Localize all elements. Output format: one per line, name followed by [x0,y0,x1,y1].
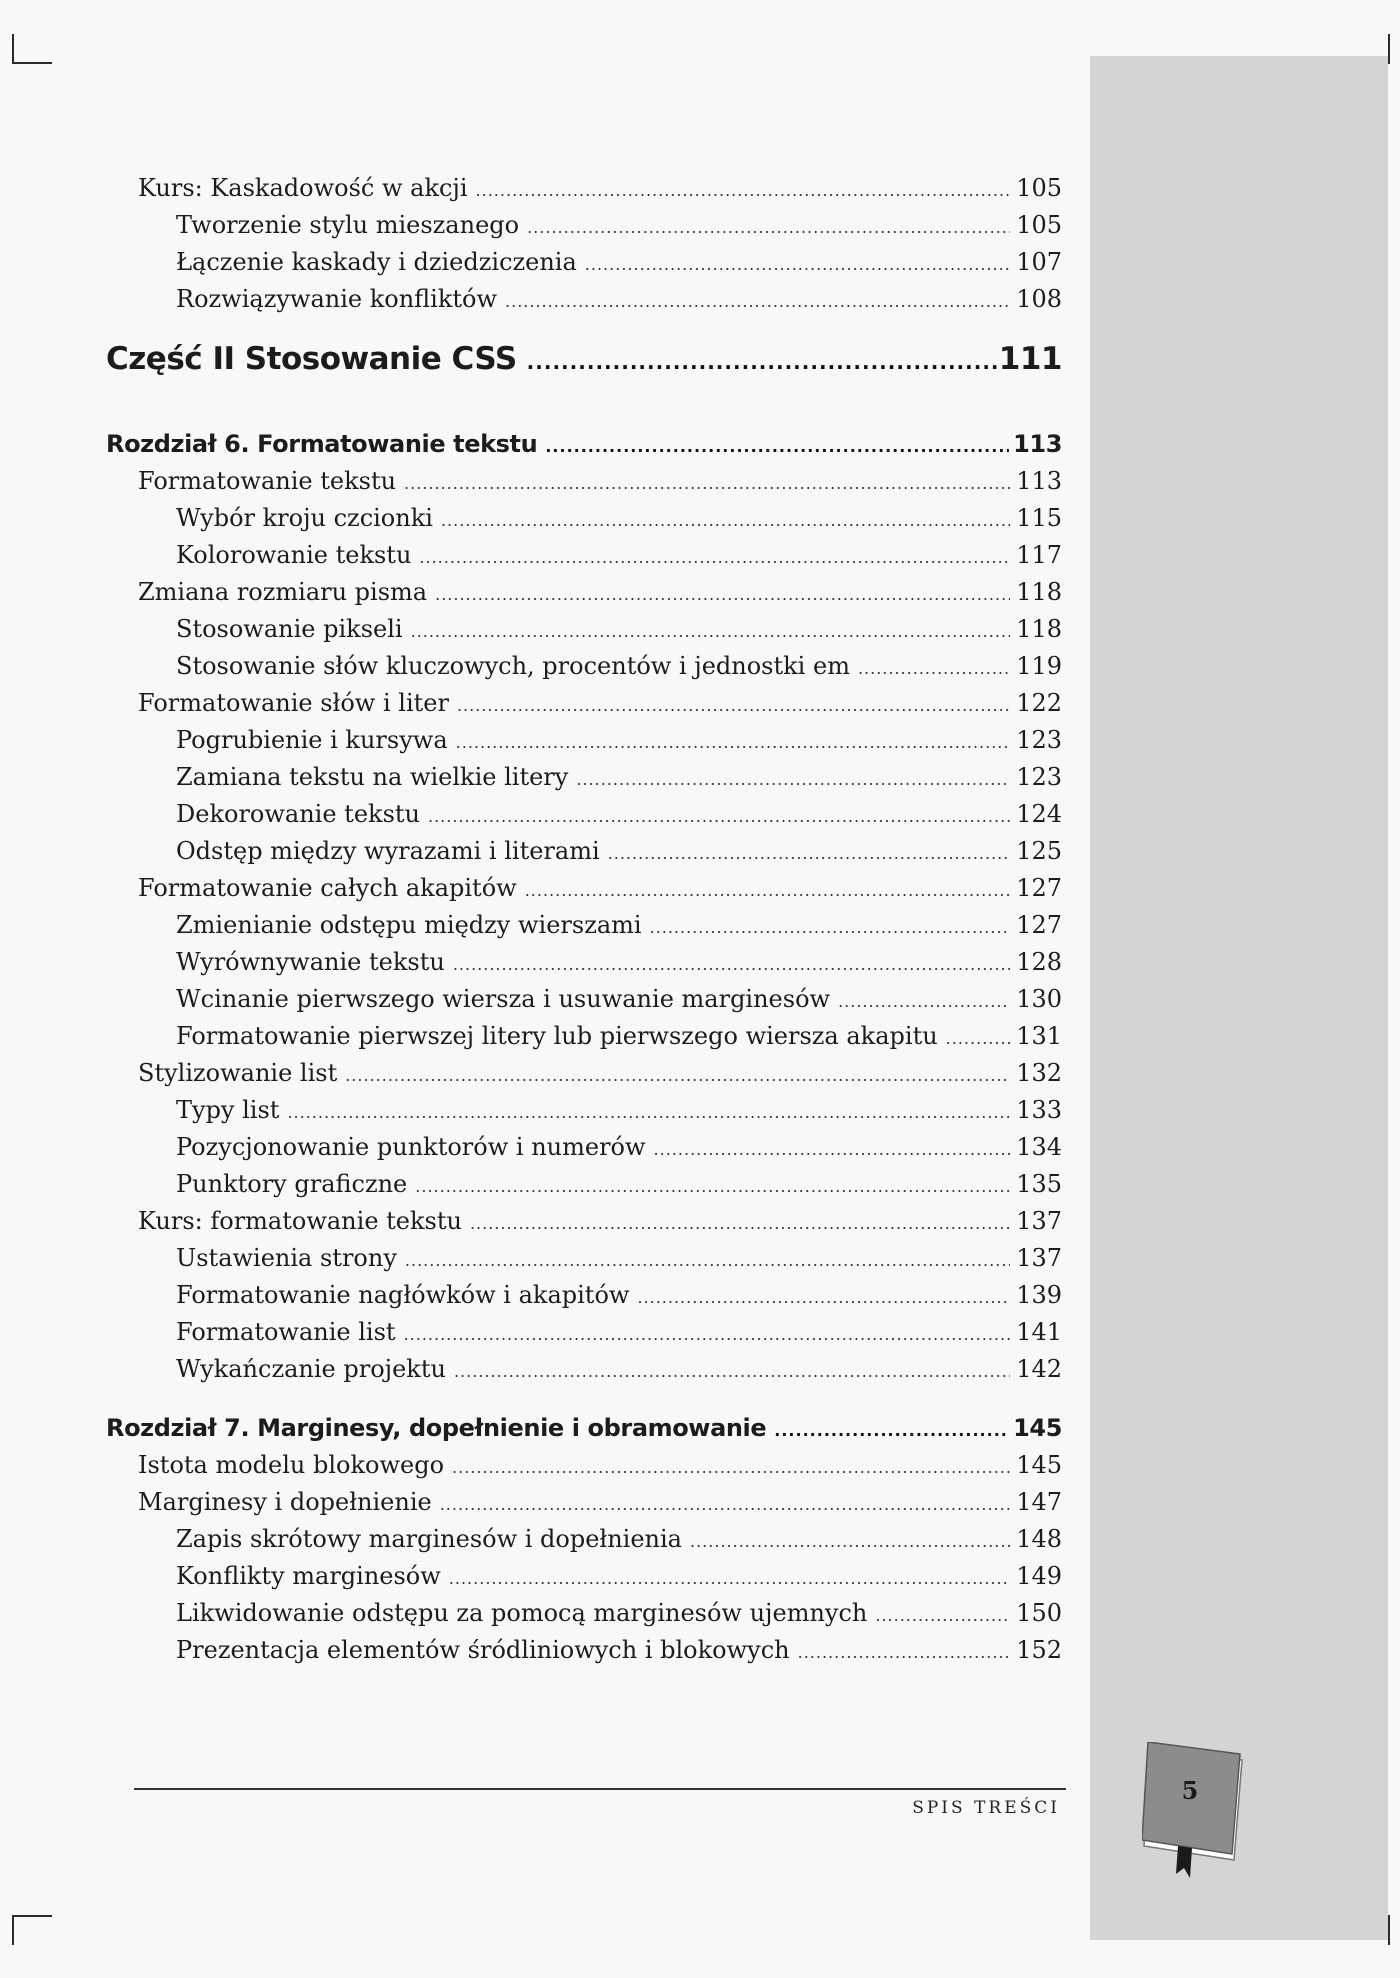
toc-leader-dots [690,1524,1010,1560]
crop-mark-bottom-left [12,1915,52,1945]
toc-entry-page: 123 [1016,763,1062,791]
toc-leader-dots [798,1635,1011,1671]
toc-entry-page: 122 [1016,689,1062,717]
toc-entry[interactable] [106,1410,1062,1446]
toc-leader-dots [858,651,1010,687]
toc-leader-dots [456,725,1011,761]
toc-entry-page: 152 [1016,1636,1062,1664]
toc-entry-page: 117 [1016,541,1062,569]
toc-entry-label: Stylizowanie list [138,1059,338,1087]
toc-entry[interactable] [176,1277,1062,1313]
toc-entry-page: 127 [1016,911,1062,939]
toc-leader-dots [454,1354,1010,1390]
toc-leader-dots [527,339,997,385]
toc-entry[interactable] [176,1351,1062,1387]
toc-entry-label: Formatowanie nagłówków i akapitów [176,1281,630,1309]
toc-entry-label: Tworzenie stylu mieszanego [176,211,520,239]
toc-entry[interactable] [176,537,1062,573]
toc-entry[interactable] [176,281,1062,317]
toc-leader-dots [505,284,1010,320]
toc-entry[interactable] [176,648,1062,684]
toc-entry-page: 137 [1016,1207,1062,1235]
toc-leader-dots [405,1243,1010,1279]
toc-entry-label: Kolorowanie tekstu [176,541,412,569]
toc-entry-page: 115 [1016,504,1062,532]
toc-entry-page: 131 [1016,1022,1062,1050]
toc-entry-label: Kurs: formatowanie tekstu [138,1207,462,1235]
toc-leader-dots [838,984,1010,1020]
toc-entry[interactable] [176,944,1062,980]
crop-mark-top-left [12,34,52,64]
toc-entry-label: Wybór kroju czcionki [176,504,433,532]
toc-entry-page: 145 [1013,1414,1062,1442]
toc-entry-page: 127 [1016,874,1062,902]
toc-entry[interactable] [138,1055,1062,1091]
toc-entry-page: 124 [1016,800,1062,828]
toc-entry-page: 105 [1016,211,1062,239]
toc-entry-label: Rozdział 6. Formatowanie tekstu [106,430,538,458]
toc-entry-page: 142 [1016,1355,1062,1383]
toc-entry-page: 132 [1016,1059,1062,1087]
toc-entry-page: 108 [1016,285,1062,313]
toc-leader-dots [449,1561,1010,1597]
toc-entry[interactable] [176,1018,1062,1054]
toc-entry[interactable] [138,1447,1062,1483]
toc-entry[interactable] [176,722,1062,758]
toc-leader-dots [452,1450,1010,1486]
toc-entry-page: 130 [1016,985,1062,1013]
toc-entry[interactable] [106,336,1062,382]
toc-entry-label: Wykańczanie projektu [176,1355,446,1383]
toc-entry[interactable] [106,426,1062,462]
toc-entry-label: Stosowanie pikseli [176,615,403,643]
toc-entry-label: Prezentacja elementów śródliniowych i blokowych [176,1636,790,1664]
toc-entry-label: Dekorowanie tekstu [176,800,420,828]
toc-leader-dots [576,762,1010,798]
toc-entry-page: 125 [1016,837,1062,865]
toc-leader-dots [946,1021,1011,1057]
toc-entry-label: Wyrównywanie tekstu [176,948,445,976]
footer-rule [134,1788,1066,1790]
toc-leader-dots [404,1317,1011,1353]
toc-entry-page: 113 [1013,430,1062,458]
toc-entry[interactable] [176,1521,1062,1557]
toc-entry-page: 118 [1016,578,1062,606]
toc-leader-dots [419,540,1010,576]
toc-leader-dots [345,1058,1010,1094]
toc-entry[interactable] [176,1558,1062,1594]
bookmark-book-icon [1142,1742,1262,1882]
toc-entry-label: Zmiana rozmiaru pisma [138,578,428,606]
toc-leader-dots [411,614,1011,650]
toc-entry-page: 105 [1016,174,1062,202]
toc-entry-label: Rozdział 7. Marginesy, dopełnienie i obramowanie [106,1414,767,1442]
toc-entry-label: Pozycjonowanie punktorów i numerów [176,1133,646,1161]
toc-entry-page: 133 [1016,1096,1062,1124]
toc-entry-label: Marginesy i dopełnienie [138,1488,432,1516]
toc-entry-label: Zapis skrótowy marginesów i dopełnienia [176,1525,682,1553]
toc-entry[interactable] [138,870,1062,906]
toc-entry-label: Punktory graficzne [176,1170,408,1198]
toc-leader-dots [440,1487,1010,1523]
toc-leader-dots [545,429,1009,465]
page-number: 5 [1181,1776,1199,1805]
toc-entry-label: Typy list [176,1096,280,1124]
toc-entry-label: Likwidowanie odstępu za pomocą marginesów ujemnych [176,1599,868,1627]
toc-leader-dots [637,1280,1010,1316]
toc-entry-label: Odstęp między wyrazami i literami [176,837,600,865]
toc-entry-page: 137 [1016,1244,1062,1272]
toc-entry-label: Rozwiązywanie konfliktów [176,285,498,313]
toc-entry[interactable] [138,685,1062,721]
toc-entry[interactable] [176,1092,1062,1128]
toc-entry-page: 107 [1016,248,1062,276]
toc-entry-label: Część II Stosowanie CSS [106,341,517,377]
toc-entry-page: 141 [1016,1318,1062,1346]
toc-leader-dots [585,247,1010,283]
toc-entry-label: Ustawienia strony [176,1244,397,1272]
toc-entry-page: 145 [1016,1451,1062,1479]
toc-entry[interactable] [176,833,1062,869]
toc-entry[interactable] [176,796,1062,832]
toc-leader-dots [457,688,1010,724]
toc-entry-label: Formatowanie słów i liter [138,689,449,717]
toc-entry[interactable] [176,1166,1062,1202]
toc-entry-page: 111 [998,341,1062,377]
toc-entry[interactable] [176,1129,1062,1165]
toc-leader-dots [470,1206,1010,1242]
toc-entry-label: Zamiana tekstu na wielkie litery [176,763,569,791]
toc-entry[interactable] [176,207,1062,243]
toc-entry-label: Formatowanie pierwszej litery lub pierwszego wiersza akapitu [176,1022,938,1050]
toc-leader-dots [404,466,1010,502]
toc-leader-dots [287,1095,1010,1131]
toc-leader-dots [774,1413,1009,1449]
toc-entry-page: 150 [1016,1599,1062,1627]
toc-entry-page: 147 [1016,1488,1062,1516]
toc-entry-label: Formatowanie list [176,1318,396,1346]
toc-entry-label: Istota modelu blokowego [138,1451,445,1479]
side-margin-band [1090,56,1388,1940]
toc-entry[interactable] [176,759,1062,795]
toc-entry-label: Łączenie kaskady i dziedziczenia [176,248,577,276]
toc-leader-dots [441,503,1010,539]
toc-leader-dots [415,1169,1010,1205]
toc-entry[interactable] [176,1240,1062,1276]
toc-entry-label: Zmienianie odstępu między wierszami [176,911,642,939]
toc-entry-page: 149 [1016,1562,1062,1590]
toc-leader-dots [525,873,1010,909]
toc-entry-label: Wcinanie pierwszego wiersza i usuwanie marginesów [176,985,831,1013]
toc-entry-label: Formatowanie całych akapitów [138,874,517,902]
toc-entry-page: 113 [1016,467,1062,495]
toc-leader-dots [527,210,1010,246]
toc-entry[interactable] [138,574,1062,610]
toc-leader-dots [428,799,1010,835]
toc-entry[interactable] [138,1484,1062,1520]
toc-entry[interactable] [176,244,1062,280]
toc-entry[interactable] [138,1203,1062,1239]
toc-entry-page: 118 [1016,615,1062,643]
toc-leader-dots [453,947,1010,983]
toc-entry-label: Stosowanie słów kluczowych, procentów i jednostki em [176,652,850,680]
toc-entry-label: Pogrubienie i kursywa [176,726,448,754]
toc-entry-page: 134 [1016,1133,1062,1161]
toc-entry-page: 119 [1016,652,1062,680]
toc-leader-dots [608,836,1011,872]
toc-entry[interactable] [138,463,1062,499]
toc-entry[interactable] [176,1314,1062,1350]
toc-entry-page: 123 [1016,726,1062,754]
toc-leader-dots [435,577,1010,613]
toc-entry[interactable] [138,170,1062,206]
toc-entry[interactable] [176,500,1062,536]
toc-entry[interactable] [176,907,1062,943]
toc-entry-label: Konflikty marginesów [176,1562,441,1590]
toc-entry-page: 128 [1016,948,1062,976]
toc-entry-page: 148 [1016,1525,1062,1553]
toc-leader-dots [875,1598,1010,1634]
toc-entry[interactable] [176,1595,1062,1631]
toc-leader-dots [650,910,1011,946]
toc-entry[interactable] [176,611,1062,647]
running-title: SPIS TREŚCI [912,1798,1060,1818]
toc-leader-dots [654,1132,1011,1168]
toc-entry[interactable] [176,1632,1062,1668]
toc-entry-page: 139 [1016,1281,1062,1309]
toc-entry-page: 135 [1016,1170,1062,1198]
toc-entry[interactable] [176,981,1062,1017]
toc-entry-label: Kurs: Kaskadowość w akcji [138,174,468,202]
page-number-badge [1142,1742,1262,1882]
toc-entry-label: Formatowanie tekstu [138,467,397,495]
toc-leader-dots [476,173,1011,209]
